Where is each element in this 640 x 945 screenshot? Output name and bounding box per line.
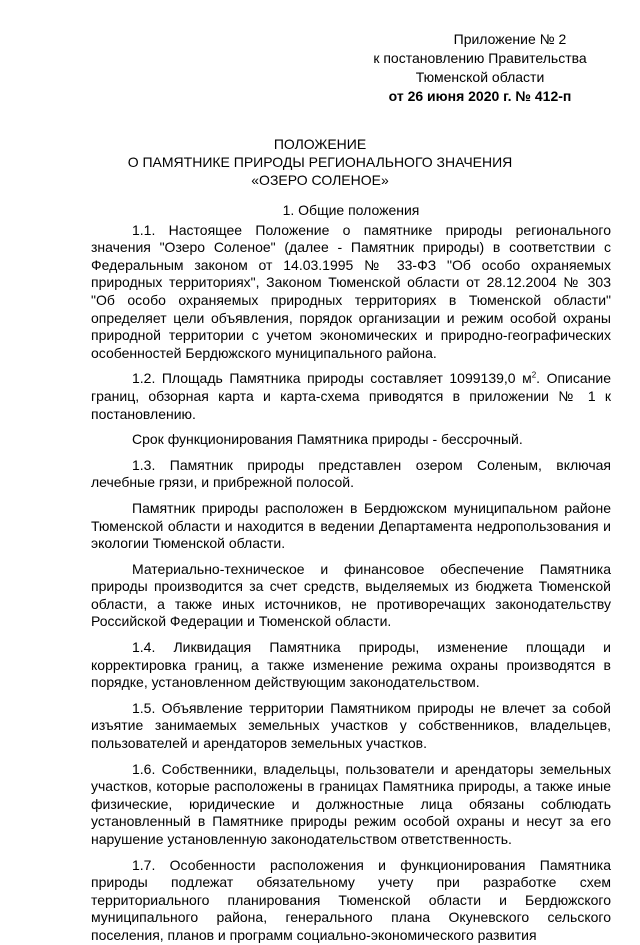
paragraph-1-2 xyxy=(91,370,611,423)
decree-date-number: от 26 июня 2020 г. № 412-п xyxy=(388,88,572,104)
paragraph-1-1: 1.1. Настоящее Положение о памятнике природы регионального значения "Озеро Соленое" (далее - Памятник природы) в соответствии с Федеральным законом от 14.03.1995 № 33-ФЗ "Об особо охраняемых природных территориях", Законом Тюменской области от 28.12.2004 № 303 "Об особо охраняемых природных территориях в Тюменской области" определяет цели объявления, порядок организации и режим особой охраны природной территории с учетом экономических и природно-географических особенностей Бердюжского муниципального района. xyxy=(91,221,611,361)
title-line-3: «ОЗЕРО СОЛЕНОЕ» xyxy=(251,172,389,188)
square-unit-superscript: 2 xyxy=(531,370,537,380)
paragraph-1-7: 1.7. Особенности расположения и функционирования Памятника природы подлежат обязательному учету при разработке схем территориального планирования Тюменской области и Бердюжского муниципального района, генерального плана Окуневского сельского поселения, планов и программ социально-экономического развития xyxy=(91,856,611,943)
annex-region: Тюменской области xyxy=(415,69,545,85)
section-heading: 1. Общие положения xyxy=(282,202,420,218)
paragraph-term: Срок функционирования Памятника природы - бессрочный. xyxy=(132,431,523,448)
annex-to-decree: к постановлению Правительства xyxy=(373,50,587,66)
title-line-2: О ПАМЯТНИКЕ ПРИРОДЫ РЕГИОНАЛЬНОГО ЗНАЧЕНИЯ xyxy=(127,154,513,170)
paragraph-1-5: 1.5. Объявление территории Памятником природы не влечет за собой изъятие занимаемых земельных участков у собственников, владельцев, пользователей и арендаторов земельных участков. xyxy=(91,699,611,752)
paragraph-location: Памятник природы расположен в Бердюжском муниципальном районе Тюменской области и находится в ведении Департамента недропользования и экологии Тюменской области. xyxy=(91,499,611,552)
paragraph-funding: Материально-техническое и финансовое обеспечение Памятника природы производится за счет средств, выделяемых из бюджета Тюменской области, а также иных источников, не противоречащих законодательству Российской Федерации и Тюменской области. xyxy=(91,560,611,630)
paragraph-1-4: 1.4. Ликвидация Памятника природы, изменение площади и корректировка границ, а также изменение режима охраны производятся в порядке, установленном действующим законодательством. xyxy=(91,639,611,691)
document-body xyxy=(91,202,611,945)
annex-header xyxy=(340,30,620,106)
paragraph-1-2-text-end: . Описание границ, обзорная карта и карта-схема приводятся в приложении № 1 к постановлению. xyxy=(91,370,611,422)
paragraph-1-3: 1.3. Памятник природы представлен озером Соленым, включая лечебные грязи, и прибрежной полосой. xyxy=(91,456,611,491)
title-line-1: ПОЛОЖЕНИЕ xyxy=(273,136,367,152)
paragraph-1-2-text: 1.2. Площадь Памятника природы составляет 1099139,0 м xyxy=(132,370,532,387)
paragraph-1-6: 1.6. Собственники, владельцы, пользователи и арендаторы земельных участков, которые расположены в границах Памятника природы, а также иные физические, юридические и должностные лица обязаны соблюдать установленный в Памятнике природы режим особой охраны и несут за его нарушение установленную законодательством ответственность. xyxy=(91,760,611,847)
annex-number: Приложение № 2 xyxy=(453,31,567,47)
document-title xyxy=(90,135,550,189)
